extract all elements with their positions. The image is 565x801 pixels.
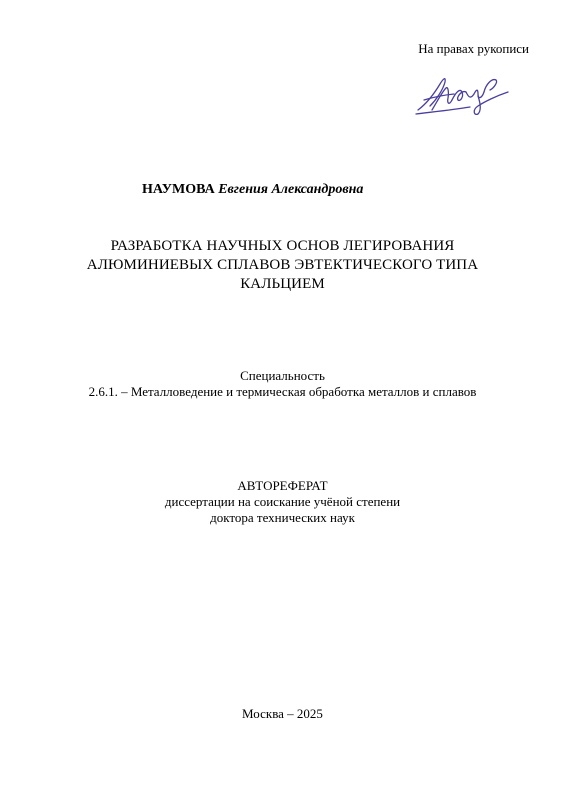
title-line: КАЛЬЦИЕМ [240,276,325,292]
specialty-label: Специальность [240,368,325,383]
specialty-block [0,368,565,400]
dissertation-title [60,237,505,294]
title-line: АЛЮМИНИЕВЫХ СПЛАВОВ ЭВТЕКТИЧЕСКОГО ТИПА [86,257,479,273]
abstract-heading: АВТОРЕФЕРАТ [237,478,328,493]
abstract-degree-field: доктора технических наук [210,510,355,525]
abstract-degree-line: диссертации на соискание учёной степени [164,494,401,509]
title-line: РАЗРАБОТКА НАУЧНЫХ ОСНОВ ЛЕГИРОВАНИЯ [110,238,455,254]
place-year: Москва – 2025 [242,706,323,721]
author-surname: НАУМОВА [142,182,215,197]
abstract-block [0,478,565,526]
rights-note: На правах рукописи [418,41,529,56]
handwritten-signature [412,70,512,118]
author-given-names: Евгения Александровна [218,182,364,197]
author-name [0,182,565,198]
specialty-value: 2.6.1. – Металловедение и термическая обработка металлов и сплавов [88,384,477,399]
